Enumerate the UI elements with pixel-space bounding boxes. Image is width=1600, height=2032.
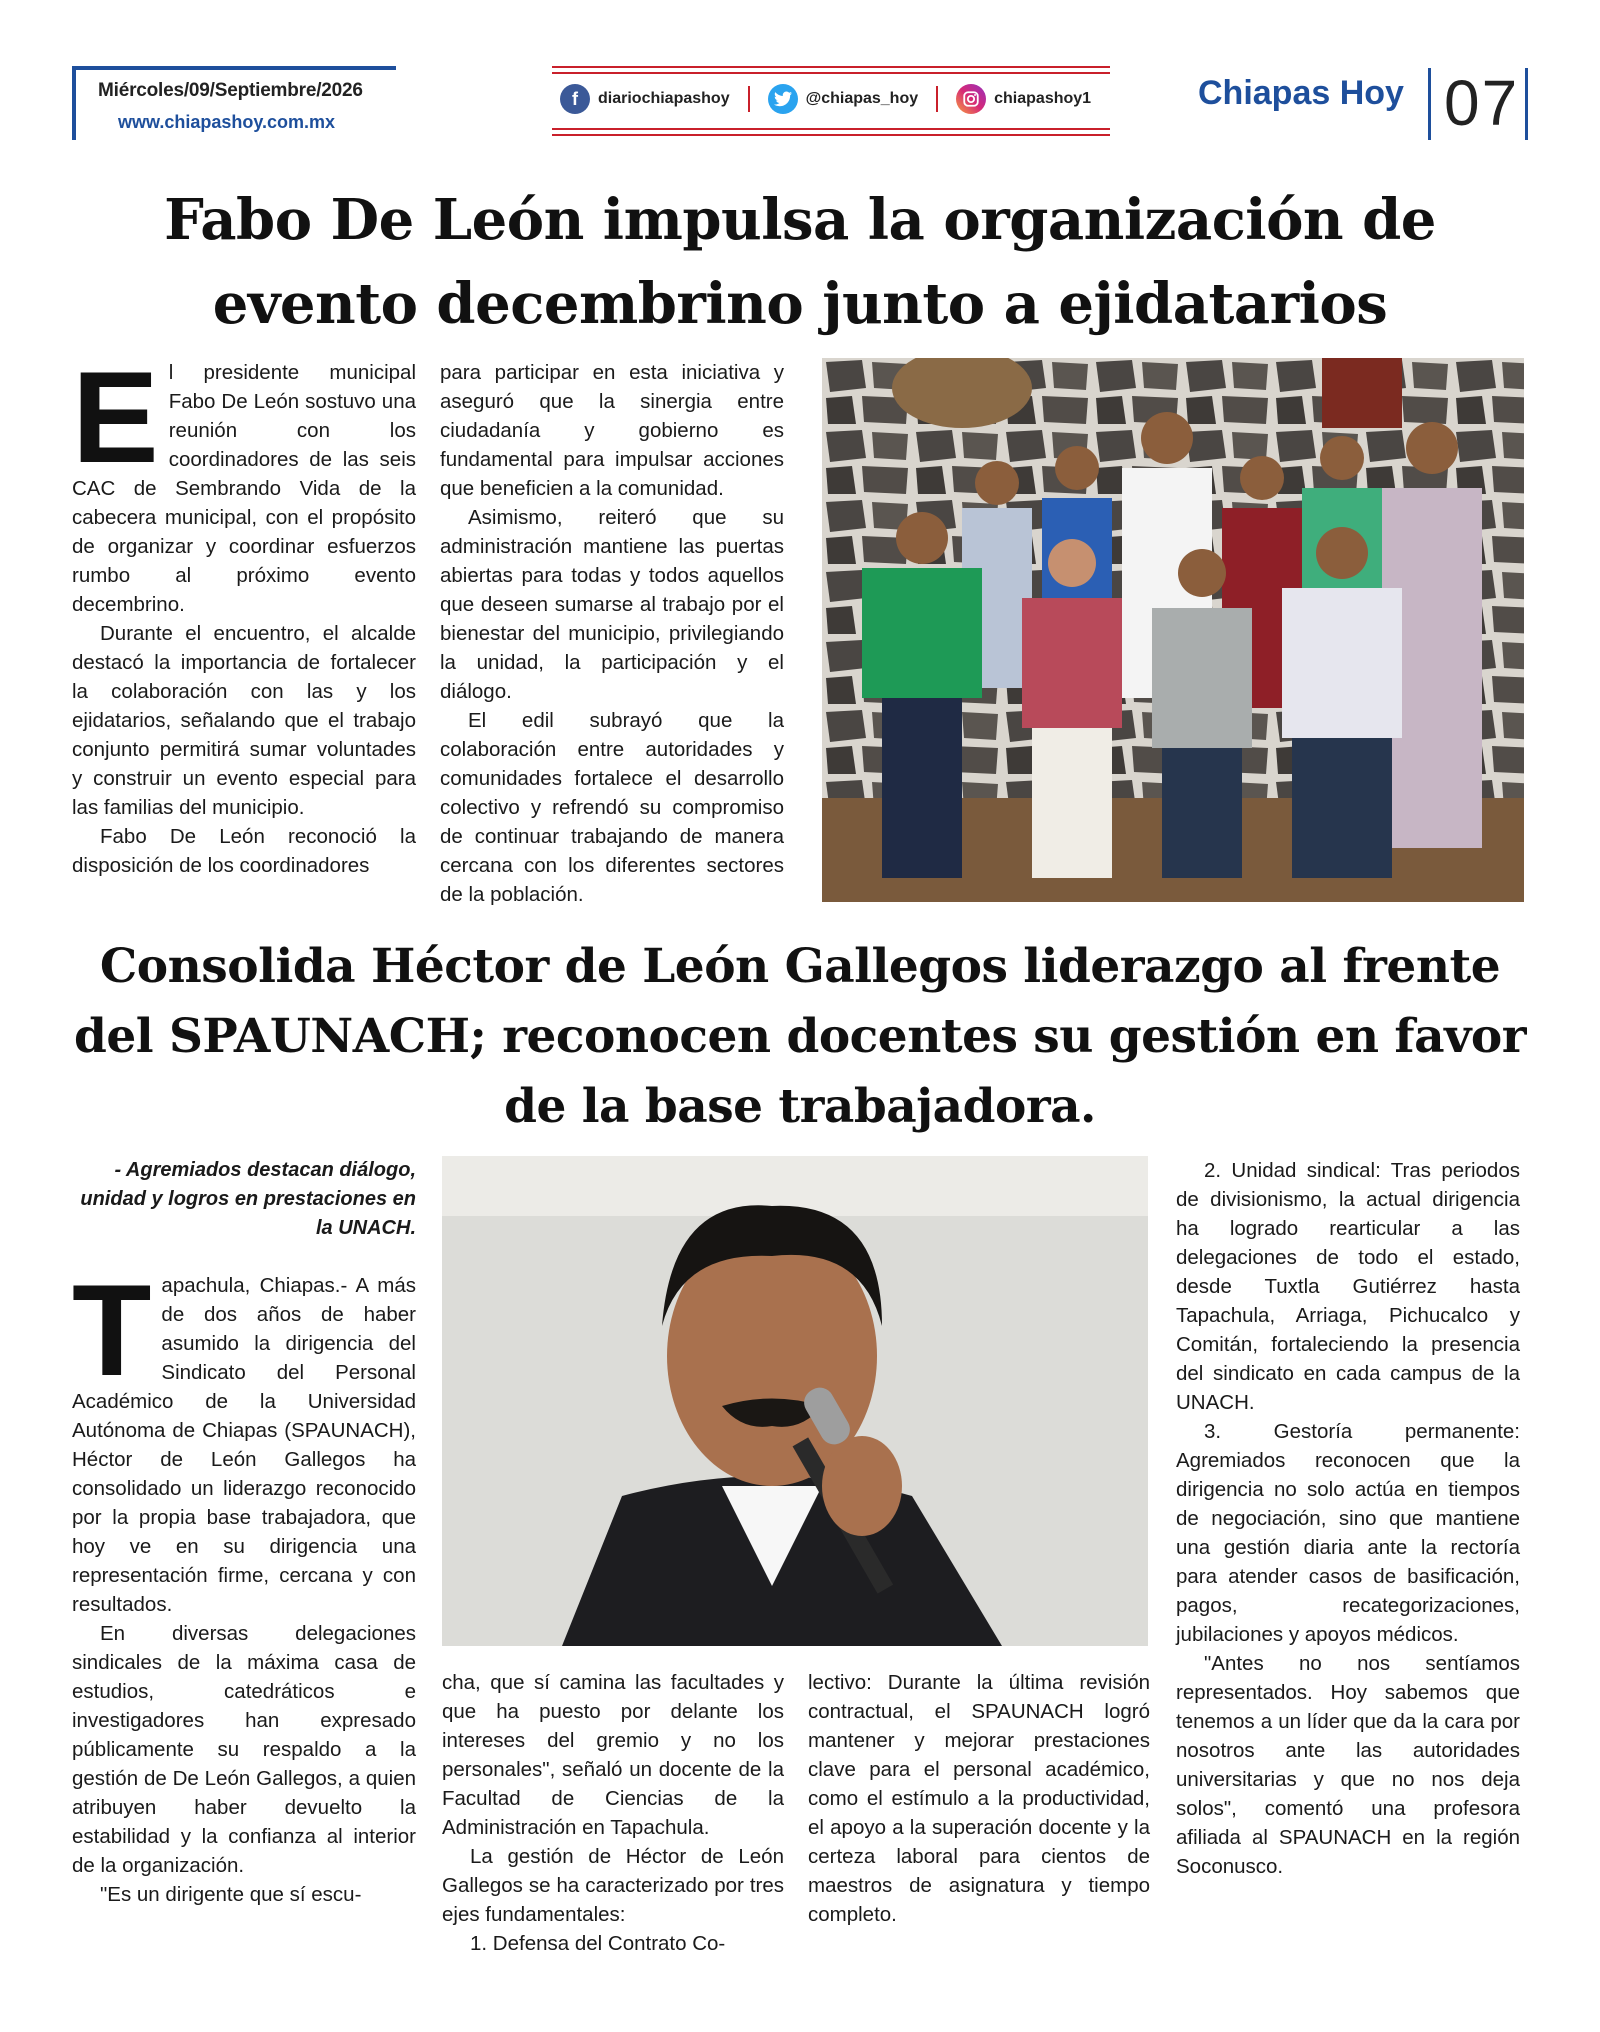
group-photo xyxy=(822,358,1524,902)
paragraph: Asimismo, reiteró que su administración mantiene las puertas abiertas para todas y todos aquellos que deseen sumarse al trabajo por el bienestar del municipio, privilegiando la unidad, la participación y el diálogo. xyxy=(440,506,784,703)
paragraph: cha, que sí camina las facultades y que ha puesto por delante los intereses del gremio y no los personales", señaló un docente de la Facultad de Ciencias de la Administración en Tapachula. xyxy=(442,1671,784,1839)
paragraph: 2. Unidad sindical: Tras periodos de divisionismo, la actual dirigencia ha logrado rearticular a las delegaciones de todo el estado, desde Tuxtla Gutiérrez hasta Tapachula, Arriaga, Pichucalco y Comitán, fortaleciendo la presencia del sindicato en cada campus de la UNACH. xyxy=(1176,1159,1520,1414)
instagram-handle[interactable]: chiapashoy1 xyxy=(994,90,1092,107)
article2-subhead: - Agremiados destacan diálogo, unidad y logros en prestaciones en la UNACH. xyxy=(80,1159,416,1239)
divider xyxy=(748,86,750,112)
issue-date: Miércoles/09/Septiembre/2026 xyxy=(98,80,363,101)
article1-column-1 xyxy=(72,344,416,880)
paragraph: apachula, Chiapas.- A más de dos años de haber asumido la dirigencia del Sindicato del Personal Académico de la Universidad Autónoma de Chiapas (SPAUNACH), Héctor de León Gallegos ha consolidado un liderazgo reconocido por la propia base trabajadora, que hoy ve en su dirigencia una representación firme, cercana y con resultados. xyxy=(72,1274,416,1616)
facebook-icon: f xyxy=(560,84,590,114)
social-bar xyxy=(552,66,1110,136)
drop-cap: T xyxy=(72,1257,152,1403)
article2-column-2 xyxy=(442,1668,784,1958)
instagram-icon xyxy=(956,84,986,114)
website-link[interactable]: www.chiapashoy.com.mx xyxy=(118,112,336,132)
twitter-handle[interactable]: @chiapas_hoy xyxy=(805,90,919,107)
article1-column-2 xyxy=(440,358,784,909)
paragraph: para participar en esta iniciativa y aseguró que la sinergia entre ciudadanía y gobierno es fundamental para impulsar acciones que beneficien a la comunidad. xyxy=(440,361,784,500)
newspaper-brand: Chiapas Hoy xyxy=(1198,74,1404,112)
drop-cap: E xyxy=(72,344,159,490)
paragraph: "Es un dirigente que sí escu- xyxy=(100,1883,362,1906)
paragraph: En diversas delegaciones sindicales de la máxima casa de estudios, catedráticos e investigadores han expresado públicamente su respaldo a la gestión de De León Gallegos, a quien atribuyen haber devuelto la estabilidad y la confianza al interior de la organización. xyxy=(72,1622,416,1877)
article2-column-3 xyxy=(808,1668,1150,1929)
article1-headline: Fabo De León impulsa la organización de evento decembrino junto a ejidatarios xyxy=(164,187,1436,337)
facebook-handle[interactable]: diariochiapashoy xyxy=(598,90,730,107)
paragraph: 3. Gestoría permanente: Agremiados reconocen que la dirigencia no solo actúa en tiempos de negociación, sino que mantiene una gestión diaria ante la rectoría para atender casos de basificación, pagos, recategorizaciones, jubilaciones y apoyos médicos. xyxy=(1176,1420,1520,1646)
divider xyxy=(936,86,938,112)
paragraph: Durante el encuentro, el alcalde destacó la importancia de fortalecer la colaboración con las y los ejidatarios, señalando que el trabajo conjunto permitirá sumar voluntades y construir un evento especial para las familias del municipio. xyxy=(72,622,416,819)
paragraph: "Antes no nos sentíamos representados. Hoy sabemos que tenemos a un líder que da la cara por nosotros ante las autoridades universitarias y que no nos deja solos", comentó una profesora afiliada al SPAUNACH en la región Soconusco. xyxy=(1176,1652,1520,1878)
page-number: 07 xyxy=(1444,67,1520,139)
paragraph: La gestión de Héctor de León Gallegos se ha caracterizado por tres ejes fundamentales: xyxy=(442,1845,784,1926)
paragraph: Fabo De León reconoció la disposición de los coordinadores xyxy=(72,825,416,877)
paragraph: l presidente municipal Fabo De León sostuvo una reunión con los coordinadores de las seis CAC de Sembrando Vida de la cabecera municipal, con el propósito de organizar y coordinar esfuerzos rumbo al próximo evento decembrino. xyxy=(72,361,416,616)
paragraph: El edil subrayó que la colaboración entre autoridades y comunidades fortalece el desarrollo colectivo y refrendó su compromiso de continuar trabajando de manera cercana con los diferentes sectores de la población. xyxy=(440,709,784,906)
paragraph: 1. Defensa del Contrato Co- xyxy=(470,1932,726,1955)
article2-column-1 xyxy=(72,1156,416,1909)
article2-headline: Consolida Héctor de León Gallegos liderazgo al frente del SPAUNACH; reconocen docentes su gestión en favor de la base trabajadora. xyxy=(74,939,1526,1134)
speaker-photo xyxy=(442,1156,1148,1646)
article2-column-4 xyxy=(1176,1156,1520,1881)
paragraph: lectivo: Durante la última revisión contractual, el SPAUNACH logró mantener y mejorar prestaciones clave para el personal académico, como el estímulo a la productividad, el apoyo a la superación docente y la certeza laboral para cientos de maestros de asignatura y tiempo completo. xyxy=(808,1671,1150,1926)
twitter-icon xyxy=(768,84,798,114)
